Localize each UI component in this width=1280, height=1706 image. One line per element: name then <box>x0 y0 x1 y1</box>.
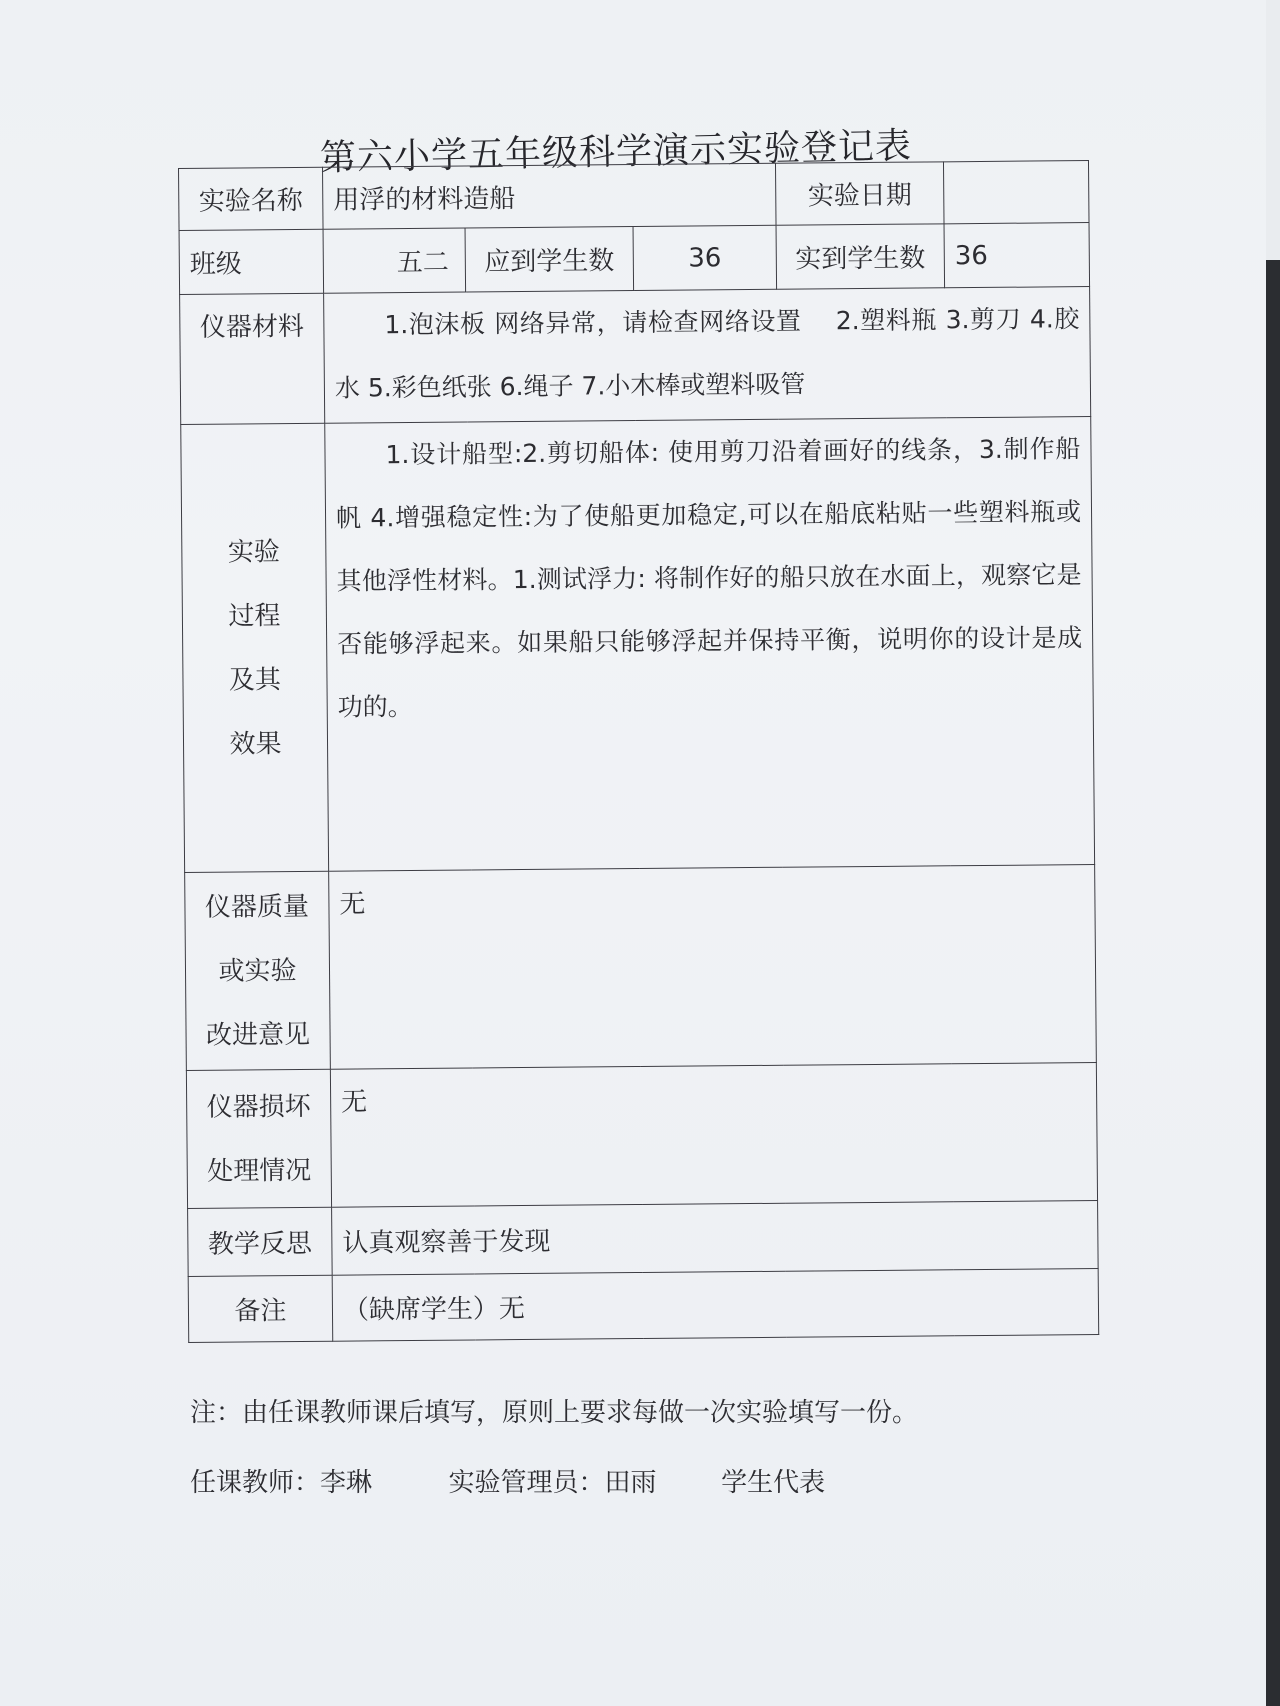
remarks-text: （缺席学生）无 <box>332 1269 1099 1342</box>
row-process <box>181 417 1095 873</box>
lab-manager-signature: 实验管理员：田雨 <box>448 1468 657 1498</box>
reflection-label: 教学反思 <box>188 1207 333 1276</box>
quality-label-line: 改进意见 <box>205 1019 311 1051</box>
damage-label-line: 仪器损坏 <box>206 1091 311 1123</box>
form-table <box>178 160 1099 1343</box>
experiment-date-value <box>943 161 1089 224</box>
materials-label: 仪器材料 <box>180 293 325 424</box>
class-label: 班级 <box>179 229 324 294</box>
row-damage <box>186 1063 1097 1209</box>
quality-label-line: 或实验 <box>218 955 297 987</box>
row-reflection <box>188 1201 1099 1277</box>
damage-label-line: 处理情况 <box>207 1155 312 1187</box>
actual-students-value: 36 <box>944 223 1090 288</box>
form-title: 第六小学五年级科学演示实验登记表 <box>319 125 913 179</box>
quality-label-line: 仪器质量 <box>204 891 310 923</box>
process-label-line: 效果 <box>229 728 282 760</box>
expected-students-label: 应到学生数 <box>465 227 634 292</box>
process-label-line: 及其 <box>228 664 282 696</box>
background-edge <box>1266 260 1280 1706</box>
row-quality <box>185 865 1097 1071</box>
damage-label <box>186 1069 331 1208</box>
process-label <box>181 423 329 872</box>
registration-form <box>178 160 1098 1343</box>
class-value: 五二 <box>323 228 466 293</box>
experiment-date-label: 实验日期 <box>775 162 944 225</box>
row-materials <box>180 287 1091 425</box>
experiment-name-value: 用浮的材料造船 <box>322 163 776 229</box>
process-label-line: 实验 <box>227 536 280 568</box>
reflection-text: 认真观察善于发现 <box>332 1201 1099 1276</box>
signature-line <box>190 1462 825 1499</box>
row-remarks <box>188 1269 1099 1343</box>
materials-text: 1.泡沫板 网络异常，请检查网络设置 2.塑料瓶 3.剪刀 4.胶水 5.彩色纸张 6.绳子 7.小木棒或塑料吸管 <box>324 287 1091 424</box>
experiment-name-label: 实验名称 <box>179 167 324 230</box>
teacher-signature: 任课教师：李琳 <box>190 1468 373 1498</box>
process-text: 1.设计船型:2.剪切船体: 使用剪刀沿着画好的线条，3.制作船帆 4.增强稳定性:为了使船更加稳定,可以在船底粘贴一些塑料瓶或其他浮性材料。1.测试浮力: 将制作好的船只放在水面上，观察它是否能够浮起来。如果船只能够浮起并保持平衡，说明你的设计是成功的。 <box>325 417 1095 872</box>
remarks-label: 备注 <box>188 1275 333 1342</box>
row-class <box>179 223 1090 295</box>
student-rep-signature: 学生代表 <box>721 1468 826 1498</box>
row-experiment-name <box>179 161 1090 231</box>
damage-text: 无 <box>330 1063 1097 1208</box>
quality-label <box>185 871 331 1070</box>
actual-students-label: 实到学生数 <box>776 224 945 289</box>
process-label-line: 过程 <box>228 600 281 632</box>
quality-text: 无 <box>329 865 1097 1070</box>
footer-note: 注：由任课教师课后填写，原则上要求每做一次实验填写一份。 <box>190 1398 919 1428</box>
expected-students-value: 36 <box>633 225 777 290</box>
